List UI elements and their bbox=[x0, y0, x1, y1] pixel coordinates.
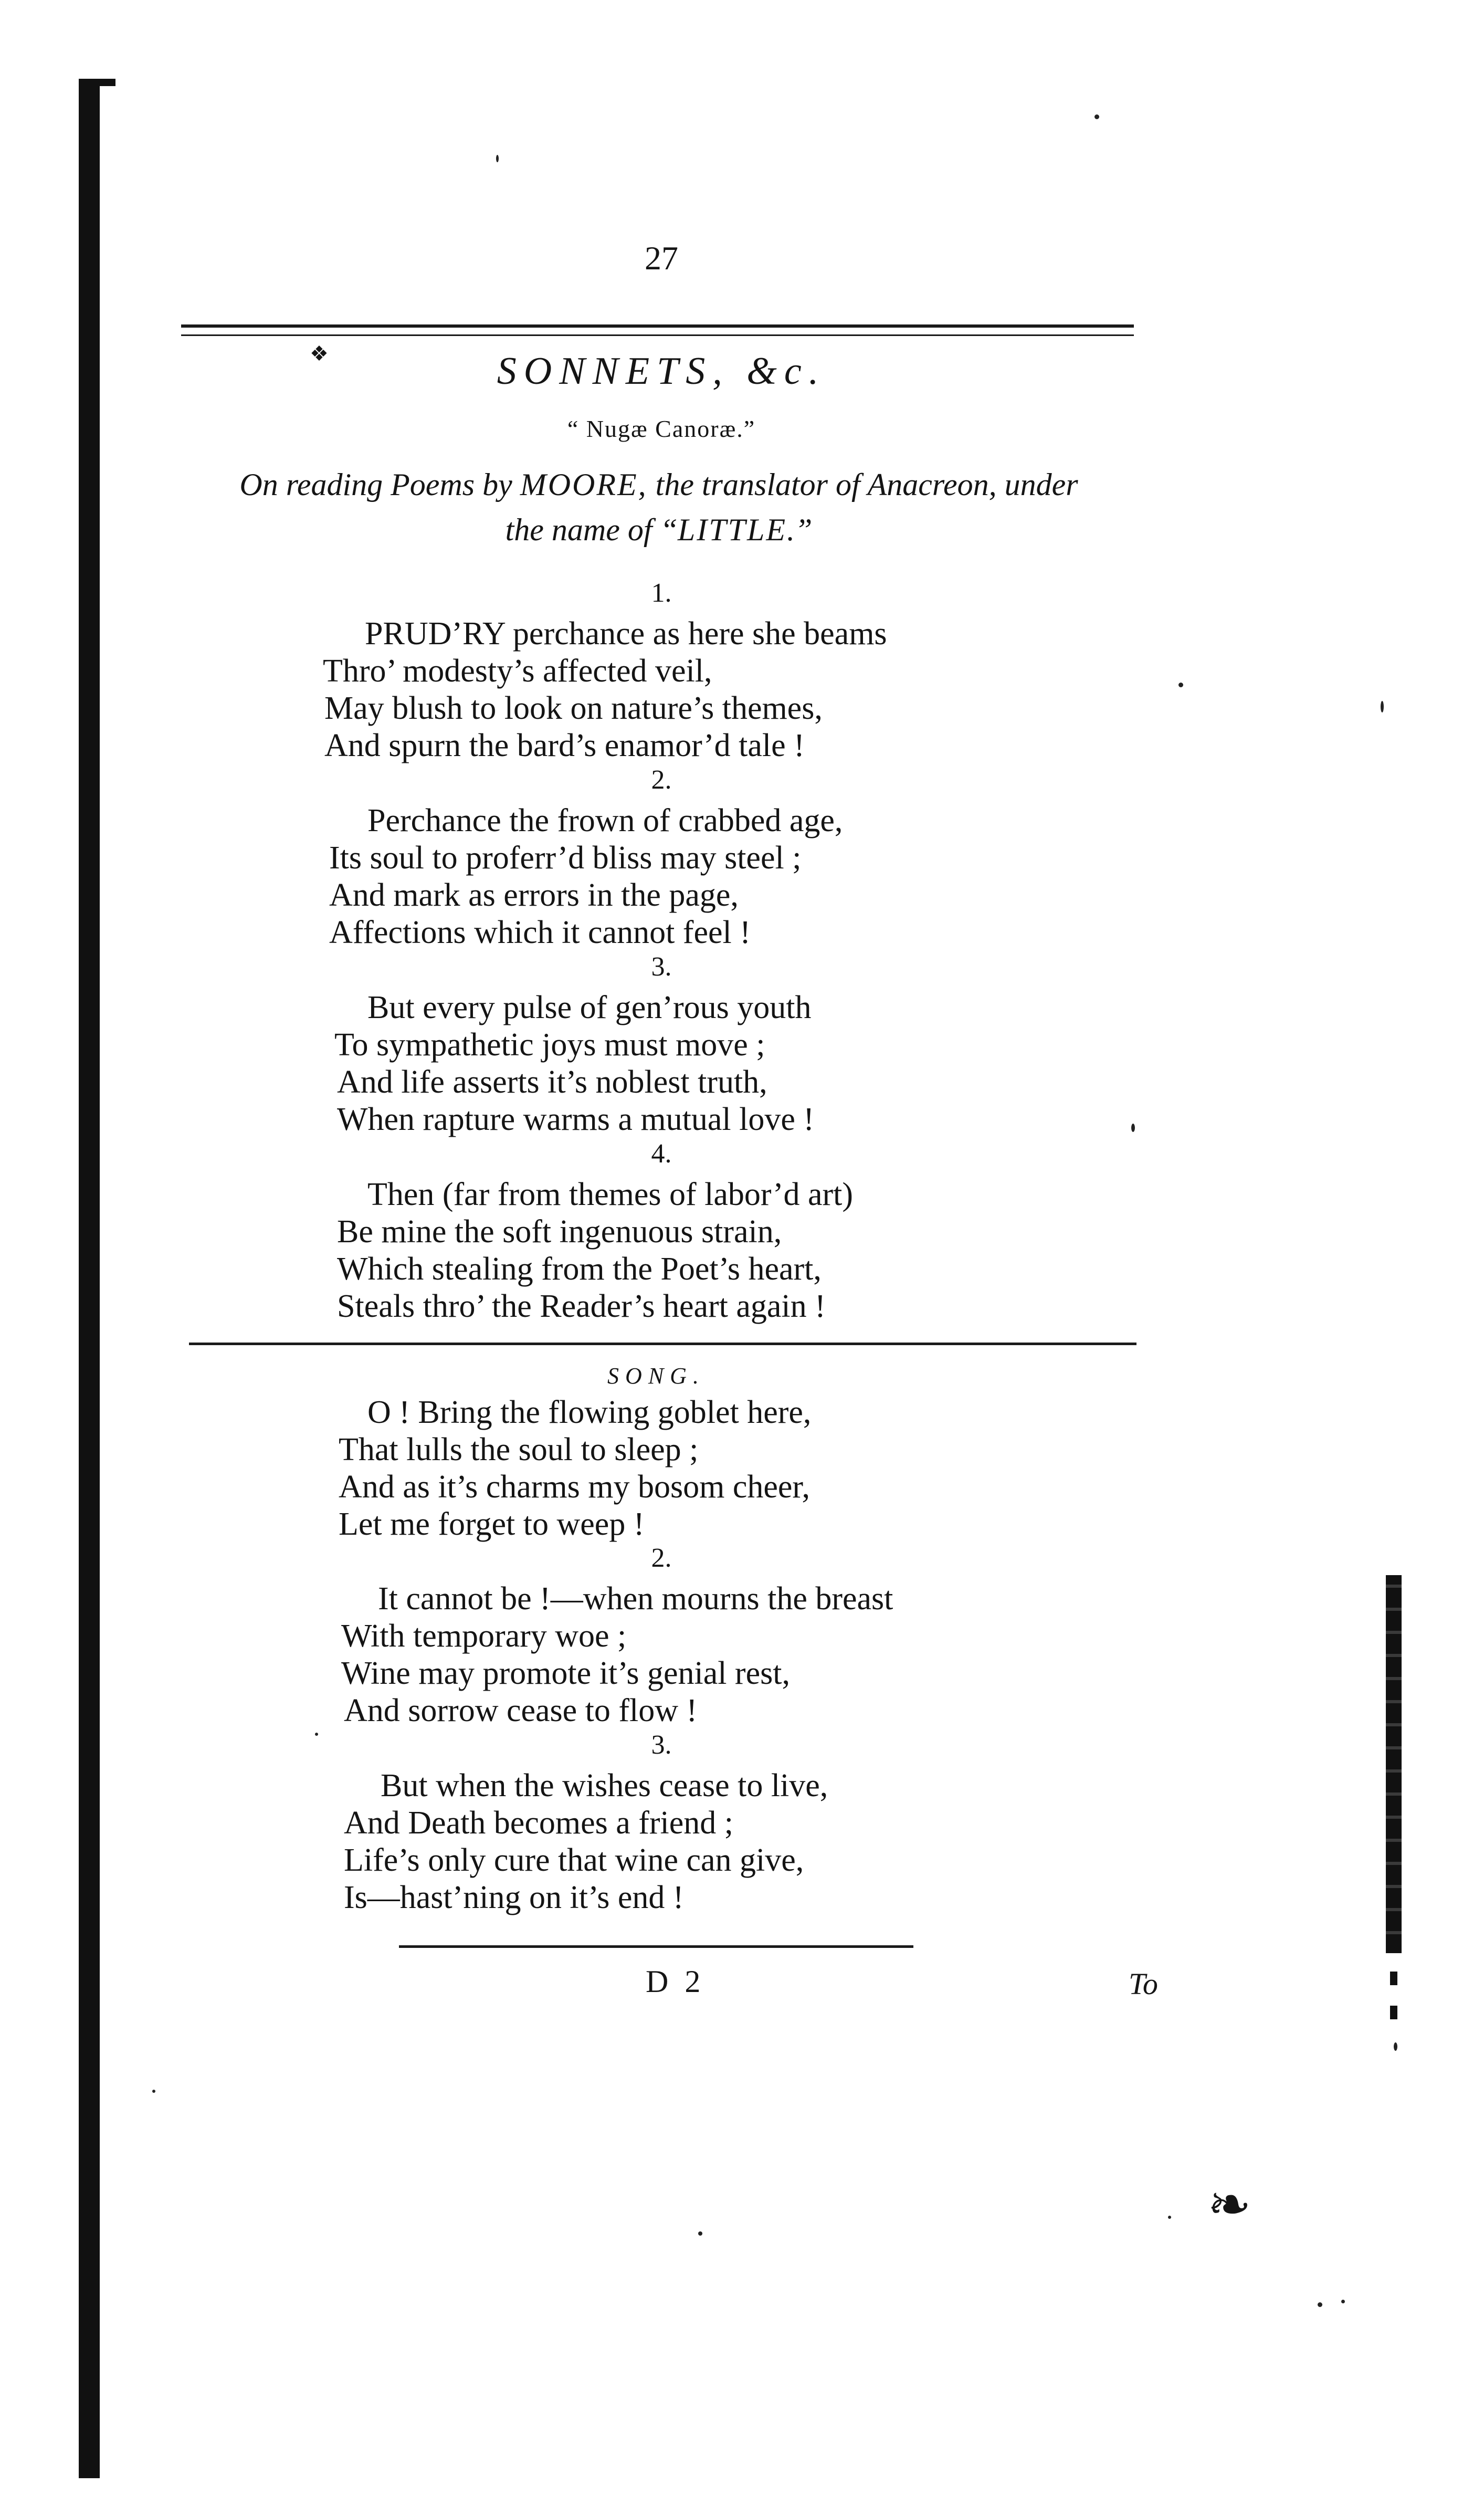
printer-mark-icon: ❖ bbox=[310, 342, 329, 365]
page-number: 27 bbox=[645, 239, 678, 277]
section-divider bbox=[189, 1343, 1136, 1345]
scan-speck bbox=[152, 2090, 155, 2093]
header-double-rule bbox=[181, 324, 1134, 336]
scan-speck bbox=[1341, 2300, 1345, 2303]
verse-line: Let me forget to weep ! bbox=[339, 1506, 645, 1542]
binding-dash bbox=[1390, 2006, 1397, 2019]
scan-speck bbox=[1168, 2216, 1171, 2219]
verse-line: Is—hast’ning on it’s end ! bbox=[344, 1880, 684, 1915]
stanza-number: 1. bbox=[651, 578, 672, 608]
verse-line: That lulls the soul to sleep ; bbox=[339, 1432, 699, 1467]
verse-line: To sympathetic joys must move ; bbox=[334, 1027, 765, 1063]
verse-line: When rapture warms a mutual love ! bbox=[337, 1102, 814, 1137]
poem-subtitle bbox=[173, 462, 1144, 552]
binding-edge-right bbox=[1386, 1575, 1402, 1953]
verse-line: With temporary woe ; bbox=[341, 1618, 627, 1654]
verse-line: Be mine the soft ingenuous strain, bbox=[337, 1214, 782, 1250]
verse-line: And spurn the bard’s enamor’d tale ! bbox=[324, 728, 805, 763]
scan-speck bbox=[1318, 2302, 1322, 2307]
verse-line: Which stealing from the Poet’s heart, bbox=[337, 1251, 822, 1287]
pseudonym: LITTLE bbox=[677, 512, 787, 547]
scan-speck bbox=[496, 155, 499, 162]
scan-speck bbox=[1394, 2042, 1397, 2051]
catchword: To bbox=[1129, 1967, 1158, 2001]
footer-rule bbox=[399, 1945, 913, 1948]
verse-line: And as it’s charms my bosom cheer, bbox=[339, 1469, 811, 1505]
verse-line: And life asserts it’s noblest truth, bbox=[337, 1064, 767, 1100]
verse-line: Wine may promote it’s genial rest, bbox=[341, 1655, 790, 1691]
stanza-number: 2. bbox=[651, 765, 672, 795]
verse-line: But every pulse of gen’rous youth bbox=[367, 990, 812, 1025]
verse-line: And sorrow cease to flow ! bbox=[344, 1693, 698, 1728]
scan-speck bbox=[1131, 1124, 1135, 1132]
stanza-number: 3. bbox=[651, 952, 672, 982]
verse-line: It cannot be !—when mourns the breast bbox=[378, 1581, 893, 1617]
verse-line: And mark as errors in the page, bbox=[329, 877, 739, 913]
binding-dash bbox=[1390, 1972, 1397, 1985]
stanza-number: 2. bbox=[651, 1543, 672, 1573]
verse-line: PRUD’RY perchance as here she beams bbox=[365, 616, 887, 652]
ink-flourish-icon: ❧ bbox=[1207, 2176, 1251, 2234]
signature-mark: D 2 bbox=[646, 1964, 705, 1999]
motto: “ Nugæ Canoræ.” bbox=[567, 415, 756, 442]
verse-line: Life’s only cure that wine can give, bbox=[344, 1842, 804, 1878]
stanza-number: 4. bbox=[651, 1139, 672, 1169]
subtitle-text: the name of “ bbox=[505, 512, 678, 547]
verse-line: Thro’ modesty’s affected veil, bbox=[323, 653, 712, 689]
verse-line: Then (far from themes of labor’d art) bbox=[367, 1177, 854, 1212]
song-heading: SONG. bbox=[607, 1363, 705, 1389]
verse-line: Steals thro’ the Reader’s heart again ! bbox=[337, 1288, 826, 1324]
verse-line: O ! Bring the flowing goblet here, bbox=[367, 1395, 812, 1430]
subtitle-text: .” bbox=[787, 512, 813, 547]
author-name: MOORE, bbox=[520, 467, 648, 502]
section-title: SONNETS, &c. bbox=[497, 350, 826, 393]
verse-line: And Death becomes a friend ; bbox=[344, 1805, 734, 1841]
stanza-number: 3. bbox=[651, 1730, 672, 1760]
scan-speck bbox=[1178, 683, 1183, 687]
verse-line: Affections which it cannot feel ! bbox=[329, 915, 751, 950]
verse-line: May blush to look on nature’s themes, bbox=[324, 690, 823, 726]
verse-line: Perchance the frown of crabbed age, bbox=[367, 803, 843, 838]
scan-speck bbox=[698, 2231, 702, 2236]
subtitle-text: the translator of Anacreon, under bbox=[647, 467, 1078, 502]
verse-line: But when the wishes cease to live, bbox=[381, 1768, 828, 1804]
scan-speck bbox=[1381, 701, 1384, 712]
scan-speck bbox=[1094, 114, 1099, 119]
verse-line: Its soul to proferr’d bliss may steel ; bbox=[329, 840, 802, 876]
subtitle-text: On reading Poems by bbox=[239, 467, 520, 502]
binding-edge-tick bbox=[79, 79, 115, 86]
